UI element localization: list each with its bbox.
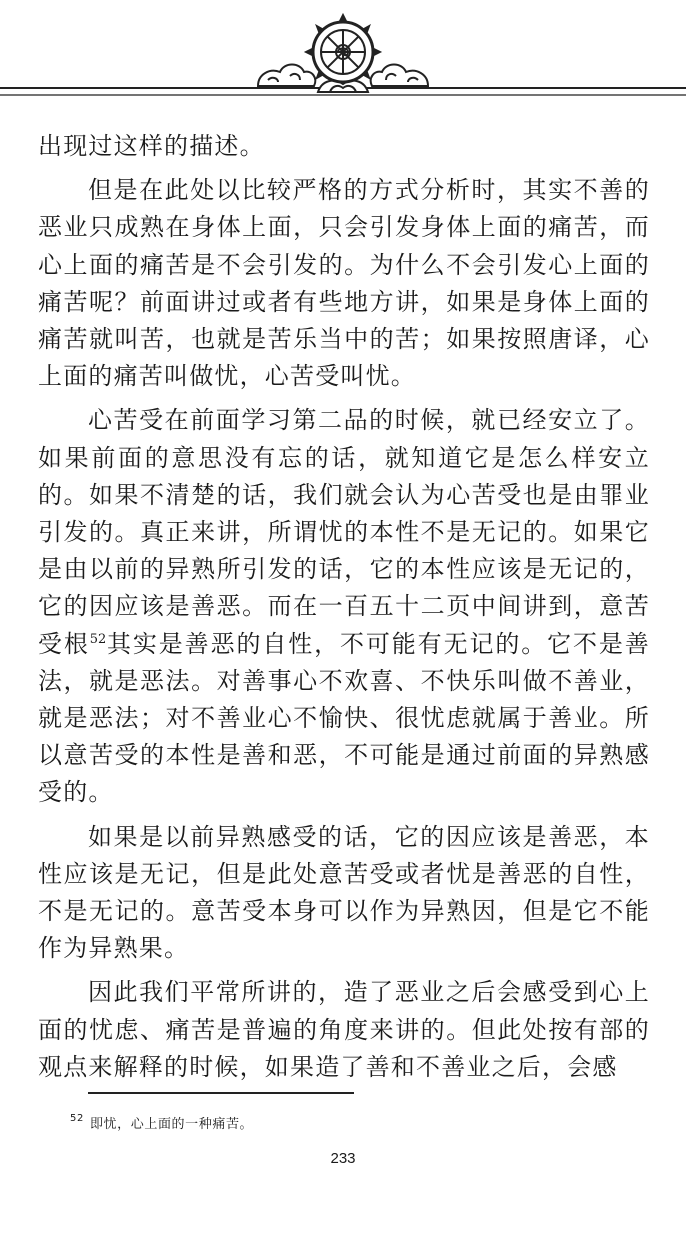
paragraph: 因此我们平常所讲的，造了恶业之后会感受到心上面的忧虑、痛苦是普遍的角度来讲的。但此处按有部的观点来解释的时候，如果造了善和不善业之后，会感 — [38, 978, 650, 1081]
footnote — [70, 1113, 253, 1132]
page-number: 233 — [330, 1150, 356, 1167]
paragraph-text: 心苦受在前面学习第二品的时候，就已经安立了。如果前面的意思没有忘的话，就知道它是怎么样安立的。如果不清楚的话，我们就会认为心苦受也是由罪业引发的。真正来讲，所谓忧的本性不是无记的。如果它是由以前的异熟所引发的话，它的本性应该是无记的，它的因应该是善恶。而在一百五十二页中间讲到，意苦受根 — [38, 406, 650, 658]
footnote-reference[interactable]: 52 — [89, 631, 107, 647]
footnote-text: 即忧，心上面的一种痛苦。 — [89, 1117, 254, 1132]
paragraph: 出现过这样的描述。 — [38, 132, 265, 160]
page-header — [0, 0, 686, 110]
paragraph: 如果是以前异熟感受的话，它的因应该是善恶，本性应该是无记，但是此处意苦受或者忧是善恶的自性，不是无记的。意苦受本身可以作为异熟因，但是它不能作为异熟果。 — [38, 822, 650, 963]
main-text — [38, 128, 650, 1086]
paragraph-text: 其实是善恶的自性，不可能有无记的。它不是善法，就是恶法。对善事心不欢喜、不快乐叫做不善业，就是恶法；对不善业心不愉快、很忧虑就属于善业。所以意苦受的本性是善和恶，不可能是通过前面的异熟感受的。 — [38, 629, 650, 807]
dharma-wheel-ornament-icon — [0, 0, 686, 110]
footnote-number: 52 — [70, 1112, 84, 1124]
footnote-separator — [88, 1092, 354, 1094]
paragraph — [38, 402, 650, 811]
paragraph: 但是在此处以比较严格的方式分析时，其实不善的恶业只成熟在身体上面，只会引发身体上面的痛苦，而心上面的痛苦是不会引发的。为什么不会引发心上面的痛苦呢？前面讲过或者有些地方讲，如果是身体上面的痛苦就叫苦，也就是苦乐当中的苦；如果按照唐译，心上面的痛苦叫做忧，心苦受叫忧。 — [38, 176, 650, 391]
